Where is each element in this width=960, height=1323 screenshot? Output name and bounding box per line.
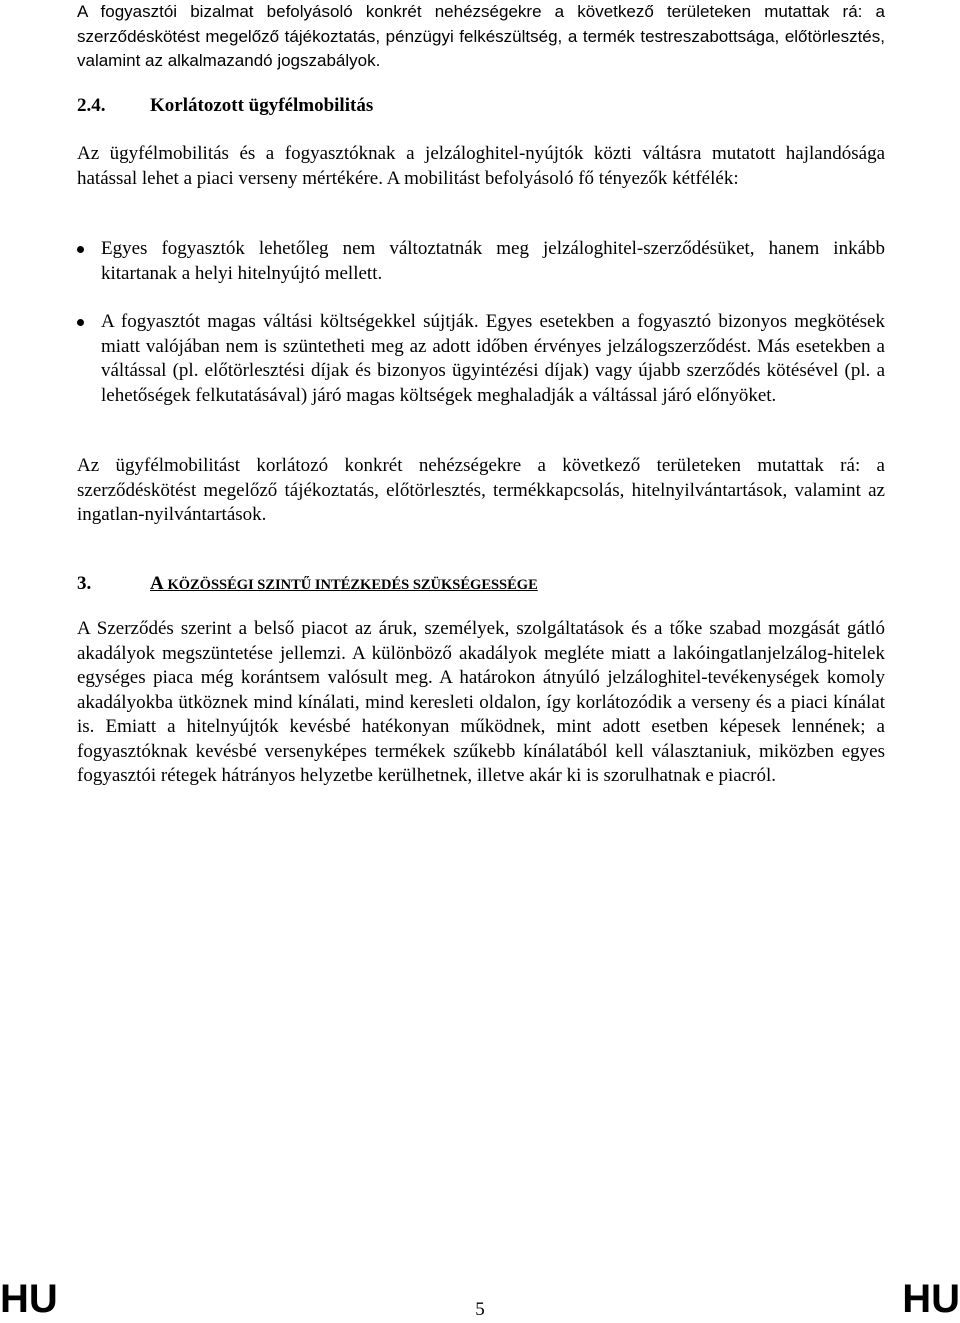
mobility-closing-paragraph: Az ügyfélmobilitást korlátozó konkrét nehézségekre a következő területeken mutattak rá: a szerződéskötést megelőző tájékoztatás, előtörlesztés, termékkapcsolás, hitelnyilvántartások, valamint az ingatlan-nyilvántartások.	[77, 455, 885, 525]
bullet-item	[77, 310, 885, 408]
section-3-heading	[77, 572, 538, 597]
section-title: Korlátozott ügyfélmobilitás	[150, 95, 374, 116]
intro-paragraph: A fogyasztói bizalmat befolyásoló konkrét nehézségekre a következő területeken mutattak rá: a szerződéskötést megelőző tájékoztatás, pénzügyi felkészültség, a termék testreszabottsága, előtörlesztés, valamint az alkalmazandó jogszabályok.	[77, 2, 885, 70]
section-2-4-heading	[77, 94, 373, 118]
bullet-item	[77, 237, 885, 286]
section-number: 2.4.	[77, 95, 106, 116]
footer-language-left: HU	[0, 1277, 58, 1321]
bullet-icon	[77, 246, 84, 253]
bullet-icon	[77, 319, 84, 326]
bullet-text: A fogyasztót magas váltási költségekkel sújtják. Egyes esetekben a fogyasztó bizonyos megkötések miatt valójában nem is szüntetheti meg az adott időben érvényes jelzálogszerződést. Más esetekben a váltással (pl. előtörlesztési díjak és bizonyos ügyintézési díjak) vagy újabb szerződés kötésével (pl. a lehetőségek felkutatásával) járó magas költségek meghaladják a váltással járó előnyöket.	[101, 311, 885, 406]
section-title: A KÖZÖSSÉGI SZINTŰ INTÉZKEDÉS SZÜKSÉGESSÉGE	[150, 573, 538, 594]
bullet-text: Egyes fogyasztók lehetőleg nem változtatnák meg jelzáloghitel-szerződésüket, hanem inkább kitartanak a helyi hitelnyújtó mellett.	[101, 238, 885, 284]
mobility-paragraph: Az ügyfélmobilitás és a fogyasztóknak a jelzáloghitel-nyújtók közti váltásra mutatott hajlandósága hatással lehet a piaci verseny mértékére. A mobilitást befolyásoló fő tényezők kétfélék:	[77, 143, 885, 189]
footer-language-right: HU	[902, 1277, 960, 1321]
section-number: 3.	[77, 573, 92, 594]
page-number: 5	[475, 1299, 485, 1320]
section-3-paragraph: A Szerződés szerint a belső piacot az áruk, személyek, szolgáltatások és a tőke szabad mozgását gátló akadályok megszüntetése jellemzi. A különböző akadályok megléte miatt a lakóingatlanjelzálog-hitelek egységes piaca még korántsem valósult meg. A határokon átnyúló jelzáloghitel-tevékenységek komoly akadályokba ütköznek mind kínálati, mind keresleti oldalon, így korlátozódik a verseny és a piaci kínálat is. Emiatt a hitelnyújtók kevésbé hatékonyan működnek, mint adott esetben képesek lennének; a fogyasztóknak kevésbé versenyképes termékek szűkebb kínálatából kell választaniuk, miközben egyes fogyasztói rétegek hátrányos helyzetbe kerülhetnek, illetve akár ki is szorulhatnak e piacról.	[77, 618, 885, 786]
